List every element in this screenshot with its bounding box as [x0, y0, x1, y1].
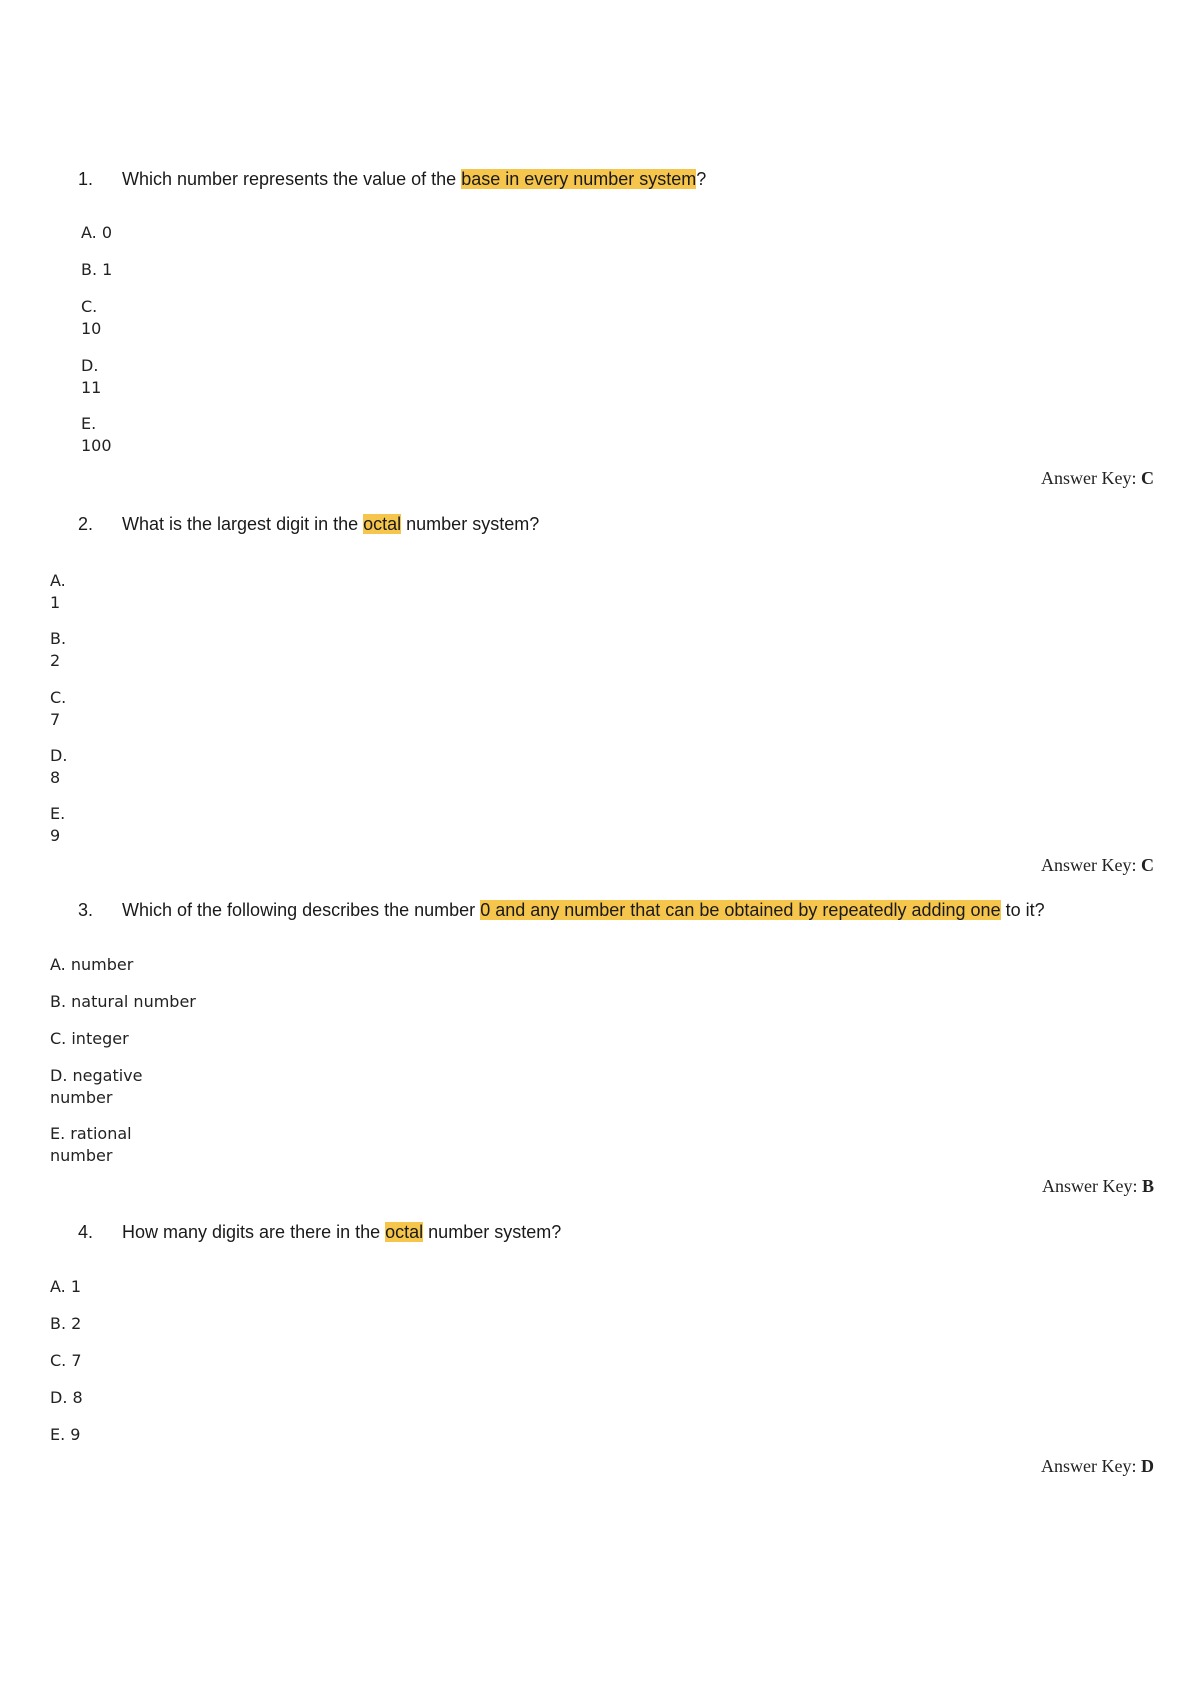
highlighted-text: base in every number system	[461, 169, 697, 189]
question-text: How many digits are there in the octal number system?	[122, 1222, 562, 1242]
question-number: 3.	[78, 900, 94, 920]
highlighted-text: octal	[385, 1222, 424, 1242]
option-d: D. negative number	[50, 1066, 143, 1107]
question-text: What is the largest digit in the octal number system?	[122, 514, 540, 534]
option-d: D. 8	[50, 746, 68, 787]
option-e: E. 9	[50, 804, 66, 845]
option-a: A. 1	[50, 1277, 82, 1296]
highlighted-text: octal	[363, 514, 402, 534]
answer-key: Answer Key: C	[1041, 855, 1154, 875]
option-a: A. 0	[81, 223, 113, 242]
option-c: C. 7	[50, 688, 67, 729]
answer-letter: B	[1141, 1176, 1154, 1196]
question-text: Which number represents the value of the base in every number system?	[122, 169, 707, 189]
option-a: A. number	[50, 955, 134, 974]
option-d: D. 8	[50, 1388, 83, 1407]
option-b: B. 2	[50, 1314, 82, 1333]
answer-letter: D	[1141, 1456, 1154, 1476]
question-number: 2.	[78, 514, 94, 534]
highlighted-text: 0 and any number that can be obtained by repeatedly adding one	[480, 900, 1001, 920]
question-number: 4.	[78, 1222, 94, 1242]
question-number: 1.	[78, 169, 94, 189]
answer-key: Answer Key: B	[1042, 1176, 1154, 1196]
option-b: B. natural number	[50, 992, 196, 1011]
answer-letter: C	[1141, 468, 1154, 488]
option-a: A. 1	[50, 571, 66, 612]
option-c: C. 7	[50, 1351, 82, 1370]
option-c: C. 10	[81, 297, 102, 338]
option-c: C. integer	[50, 1029, 129, 1048]
answer-letter: C	[1141, 855, 1154, 875]
option-b: B. 2	[50, 629, 67, 670]
option-d: D. 11	[81, 356, 102, 397]
option-e: E. rational number	[50, 1124, 132, 1165]
question-text: Which of the following describes the number 0 and any number that can be obtained by repeatedly adding one to it?	[122, 900, 1045, 920]
answer-key: Answer Key: D	[1041, 1456, 1154, 1476]
answer-key: Answer Key: C	[1041, 468, 1154, 488]
option-e: E. 9	[50, 1425, 81, 1444]
option-b: B. 1	[81, 260, 113, 279]
option-e: E. 100	[81, 414, 112, 455]
